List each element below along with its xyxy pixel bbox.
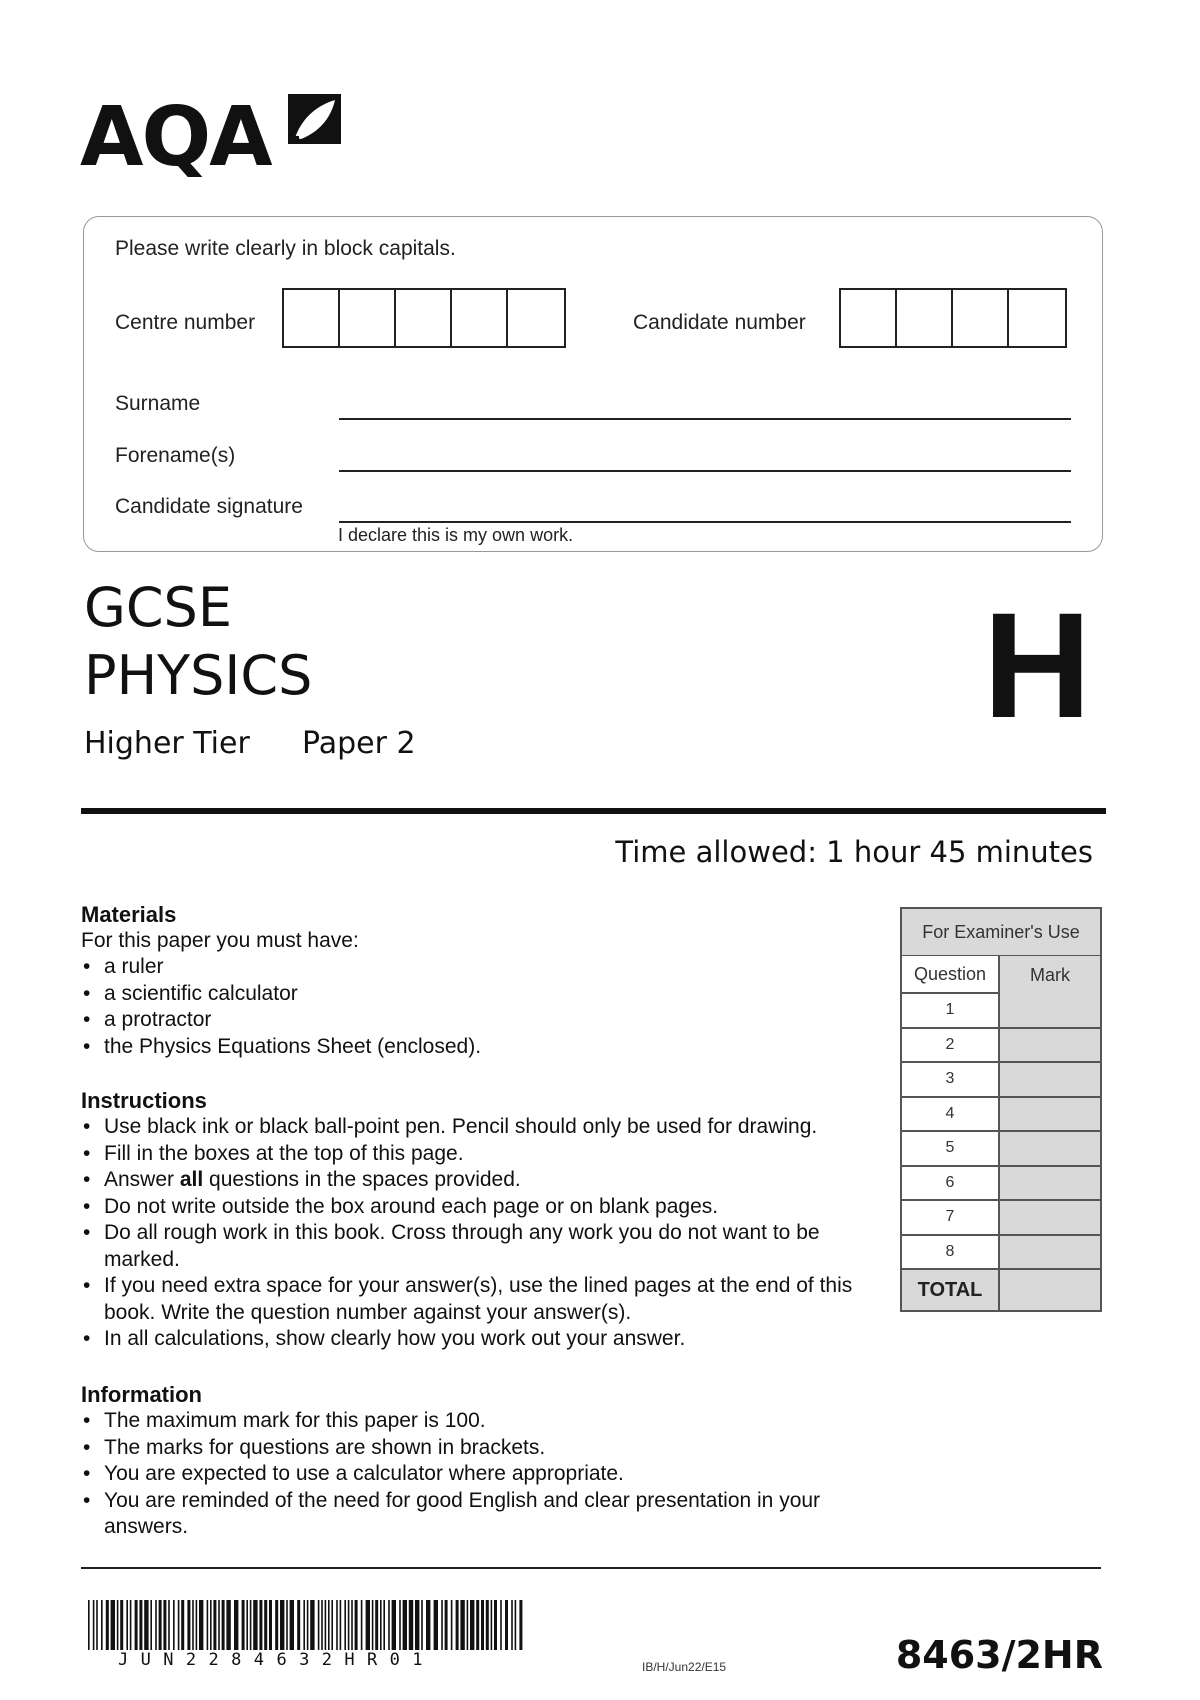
barcode-bar	[318, 1600, 320, 1650]
centre-number-digit[interactable]	[340, 290, 396, 346]
examiner-table-column-headers	[902, 956, 1100, 994]
barcode-bar	[421, 1600, 423, 1650]
centre-number-digit[interactable]	[452, 290, 508, 346]
tier-label: Higher Tier	[84, 726, 250, 761]
barcode-bar	[207, 1600, 209, 1650]
mark-cell	[1000, 1063, 1100, 1098]
barcode-bar	[383, 1600, 385, 1650]
barcode-bar	[275, 1600, 278, 1650]
barcode-bar	[242, 1600, 245, 1650]
barcode-bar	[290, 1600, 294, 1650]
barcode-bar	[445, 1600, 448, 1650]
question-column-header: Question	[902, 956, 1000, 994]
block-capitals-instruction: Please write clearly in block capitals.	[115, 237, 456, 260]
barcode-bar	[415, 1600, 419, 1650]
barcode-bar	[159, 1600, 162, 1650]
signature-field[interactable]	[339, 521, 1071, 523]
barcode-bar	[253, 1600, 257, 1650]
barcode-bar	[441, 1600, 443, 1650]
list-item	[81, 1167, 881, 1194]
mark-column-header: Mark	[1000, 956, 1100, 994]
centre-number-boxes[interactable]	[282, 288, 566, 348]
barcode-bar	[144, 1600, 148, 1650]
barcode-bar	[434, 1600, 438, 1650]
list-item: • the Physics Equations Sheet (enclosed).	[81, 1034, 881, 1061]
information-heading: Information	[81, 1382, 202, 1407]
barcode-bar	[106, 1600, 109, 1650]
centre-number-label: Centre number	[115, 311, 256, 334]
barcode-bar	[491, 1600, 493, 1650]
barcode-bar	[519, 1600, 522, 1650]
barcode-bar	[303, 1600, 305, 1650]
barcode-bar	[392, 1600, 396, 1650]
signature-label: Candidate signature	[115, 495, 303, 518]
barcode-bar	[470, 1600, 474, 1650]
barcode-bar	[286, 1600, 288, 1650]
barcode-bar	[130, 1600, 132, 1650]
mark-cell	[1000, 1029, 1100, 1064]
barcode-bar	[178, 1600, 180, 1650]
title-divider	[81, 808, 1106, 814]
paper-label: Paper 2	[302, 726, 416, 761]
instructions-heading: Instructions	[81, 1088, 207, 1113]
barcode-bar	[375, 1600, 378, 1650]
question-number: 6	[902, 1167, 1000, 1202]
barcode-bar	[264, 1600, 267, 1650]
barcode-bar	[210, 1600, 212, 1650]
barcode-bar	[321, 1600, 323, 1650]
question-number: 5	[902, 1132, 1000, 1167]
barcode-bar	[451, 1600, 453, 1650]
barcode-bar	[135, 1600, 138, 1650]
answer-all-pre: Answer	[104, 1168, 180, 1191]
materials-heading: Materials	[81, 902, 177, 927]
barcode-bar	[218, 1600, 220, 1650]
barcode-bar	[234, 1600, 238, 1650]
barcode-bar	[328, 1600, 330, 1650]
barcode-bar	[494, 1600, 497, 1650]
table-row	[902, 1201, 1100, 1236]
list-item: • a ruler	[81, 954, 881, 981]
barcode-bar	[93, 1600, 95, 1650]
instructions-section	[81, 1088, 881, 1353]
list-item: • If you need extra space for your answer(s), use the lined pages at the end of this book. Write the question number against your answer(s).	[81, 1273, 884, 1326]
time-allowed: Time allowed: 1 hour 45 minutes	[615, 835, 1093, 869]
barcode-bar	[467, 1600, 469, 1650]
examiner-table-header: For Examiner's Use	[902, 909, 1100, 956]
barcode-bar	[325, 1600, 327, 1650]
barcode-bar	[361, 1600, 363, 1650]
total-label: TOTAL	[902, 1270, 1000, 1310]
table-row	[902, 1029, 1100, 1064]
barcode-bar	[101, 1600, 103, 1650]
candidate-number-label: Candidate number	[633, 311, 806, 334]
materials-intro: For this paper you must have:	[81, 929, 359, 952]
logo-text: AQA	[80, 90, 271, 185]
barcode-bar	[388, 1600, 390, 1650]
barcode-bar	[117, 1600, 119, 1650]
candidate-number-digit[interactable]	[897, 290, 953, 346]
barcode-bar	[96, 1600, 98, 1650]
candidate-number-digit[interactable]	[1009, 290, 1065, 346]
barcode-bar	[310, 1600, 314, 1650]
table-row	[902, 1236, 1100, 1271]
barcode-bar	[380, 1600, 382, 1650]
candidate-number-boxes[interactable]	[839, 288, 1067, 348]
question-number: 2	[902, 1029, 1000, 1064]
table-row	[902, 994, 1100, 1029]
qualification-title: GCSE	[84, 576, 232, 639]
declaration-text: I declare this is my own work.	[338, 525, 574, 545]
list-item: • Do not write outside the box around each page or on blank pages.	[81, 1194, 881, 1221]
barcode-bar	[150, 1600, 152, 1650]
barcode-bar	[226, 1600, 230, 1650]
surname-field[interactable]	[339, 418, 1071, 420]
forenames-label: Forename(s)	[115, 444, 236, 467]
barcode-bar	[280, 1600, 284, 1650]
barcode-bar	[222, 1600, 225, 1650]
centre-number-digit[interactable]	[508, 290, 564, 346]
information-section	[81, 1382, 881, 1541]
paper-code: 8463/2HR	[895, 1633, 1103, 1677]
barcode-bar	[331, 1600, 333, 1650]
list-item: • The maximum mark for this paper is 100.	[81, 1408, 881, 1435]
barcode-bar	[192, 1600, 194, 1650]
mark-cell	[1000, 1132, 1100, 1167]
materials-list	[81, 954, 881, 1060]
barcode-text: JUN2284632HR01	[118, 1650, 435, 1670]
table-row	[902, 1063, 1100, 1098]
barcode-bar	[246, 1600, 248, 1650]
table-row	[902, 1098, 1100, 1133]
list-item: • The marks for questions are shown in brackets.	[81, 1435, 881, 1462]
paper-reference: IB/H/Jun22/E15	[642, 1660, 727, 1674]
barcode-bar	[355, 1600, 358, 1650]
mark-cell	[1000, 1098, 1100, 1133]
barcode-bar	[336, 1600, 338, 1650]
barcode-bar	[348, 1600, 350, 1650]
answer-all-post: questions in the spaces provided.	[203, 1168, 521, 1191]
barcode-bar	[505, 1600, 508, 1650]
surname-label: Surname	[115, 392, 201, 415]
instructions-list	[81, 1114, 881, 1353]
subject-title: PHYSICS	[84, 644, 313, 707]
barcode-bar	[307, 1600, 309, 1650]
mark-cell	[1000, 994, 1100, 1029]
barcode-bar	[111, 1600, 115, 1650]
mark-cell	[1000, 1167, 1100, 1202]
barcode-bar	[187, 1600, 190, 1650]
barcode-bar	[399, 1600, 401, 1650]
question-number: 8	[902, 1236, 1000, 1271]
barcode-bar	[168, 1600, 170, 1650]
barcode-bar	[366, 1600, 370, 1650]
barcode-bar	[351, 1600, 353, 1650]
barcode-bar	[250, 1600, 252, 1650]
information-list	[81, 1408, 881, 1541]
list-item: • a scientific calculator	[81, 981, 881, 1008]
barcode-bar	[426, 1600, 430, 1650]
barcode-bar	[476, 1600, 479, 1650]
centre-number-digit[interactable]	[396, 290, 452, 346]
footer-divider	[81, 1567, 1101, 1569]
question-number: 3	[902, 1063, 1000, 1098]
list-item: • a protractor	[81, 1007, 881, 1034]
barcode-bar	[460, 1600, 464, 1650]
barcode-bar	[213, 1600, 216, 1650]
tier-letter: H	[983, 581, 1092, 749]
list-item: • You are expected to use a calculator where appropriate.	[81, 1461, 881, 1488]
barcode-bar	[259, 1600, 262, 1650]
materials-section	[81, 902, 881, 1060]
aqa-logo	[80, 88, 350, 188]
answer-all-bold: all	[179, 1168, 204, 1191]
barcode-bar	[486, 1600, 489, 1650]
barcode-bar	[297, 1600, 300, 1650]
examiner-use-table	[900, 907, 1102, 1312]
list-item: • You are reminded of the need for good English and clear presentation in your answers.	[81, 1488, 844, 1541]
candidate-number-digit[interactable]	[841, 290, 897, 346]
barcode-bar	[344, 1600, 346, 1650]
total-row	[902, 1270, 1100, 1310]
barcode-bar	[456, 1600, 459, 1650]
total-mark-cell	[1000, 1270, 1100, 1310]
barcode-bar	[515, 1600, 517, 1650]
list-item: • Use black ink or black ball-point pen. Pencil should only be used for drawing.	[81, 1114, 881, 1141]
barcode-bar	[126, 1600, 128, 1650]
barcode-bar	[340, 1600, 342, 1650]
barcode-bar	[88, 1600, 90, 1650]
candidate-number-digit[interactable]	[953, 290, 1009, 346]
table-row	[902, 1132, 1100, 1167]
barcode-bar	[181, 1600, 184, 1650]
barcode-bar	[403, 1600, 407, 1650]
barcode-bar	[139, 1600, 142, 1650]
barcode-bar	[409, 1600, 413, 1650]
barcode-bar	[196, 1600, 198, 1650]
table-row	[902, 1167, 1100, 1202]
barcode-bar	[481, 1600, 484, 1650]
mark-cell	[1000, 1236, 1100, 1271]
barcode-bar	[163, 1600, 166, 1650]
barcode-bar	[500, 1600, 502, 1650]
question-number: 4	[902, 1098, 1000, 1133]
mark-cell	[1000, 1201, 1100, 1236]
barcode-bar	[199, 1600, 203, 1650]
centre-number-digit[interactable]	[284, 290, 340, 346]
barcode-bar	[372, 1600, 374, 1650]
barcode-bar	[173, 1600, 175, 1650]
list-item: • Fill in the boxes at the top of this page.	[81, 1141, 881, 1168]
barcode-bar	[155, 1600, 157, 1650]
aqa-leaf-mark-icon	[285, 92, 343, 148]
barcode-bar	[269, 1600, 272, 1650]
list-item: • Do all rough work in this book. Cross through any work you do not want to be marked.	[81, 1220, 824, 1273]
barcode-bar	[511, 1600, 513, 1650]
question-number: 7	[902, 1201, 1000, 1236]
barcode-bar	[120, 1600, 123, 1650]
forenames-field[interactable]	[339, 470, 1071, 472]
list-item: • In all calculations, show clearly how you work out your answer.	[81, 1326, 881, 1353]
question-number: 1	[902, 994, 1000, 1029]
